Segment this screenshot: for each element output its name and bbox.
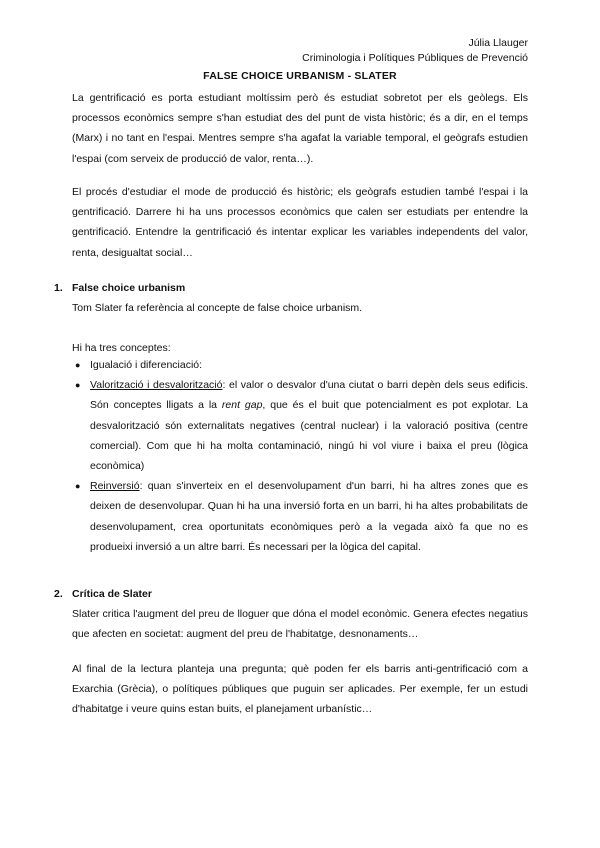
section-2-heading <box>54 588 152 600</box>
bullet-text: Igualació i diferenciació: <box>90 359 203 371</box>
section-2-paragraph-1: Slater critica l'augment del preu de lloguer que dóna el model econòmic. Genera efectes negatius que afecten en societat: augment del preu de l'habitatge, desnonaments… <box>72 608 528 641</box>
intro-paragraph-1: La gentrificació es porta estudiant moltíssim però és estudiat sobretot per els geòlegs. Els processos econòmics sempre s'han estudiat des del punt de vista històric; és a dir, en el temps (Marx) i no tant en l'espai. Mentres sempre s'ha agafat la variable temporal, el geògrafs estudien l'espai (com serveix de producció de valor, renta…). <box>72 92 528 165</box>
section-1-paragraph-2: Hi ha tres conceptes: <box>72 342 171 354</box>
section-1-heading <box>54 282 185 294</box>
course-name: Criminologia i Polítiques Públiques de Prevenció <box>302 52 528 64</box>
section-2-paragraph-2: Al final de la lectura planteja una pregunta; què poden fer els barris anti-gentrificació com a Exarchia (Grècia), o polítiques públiques que puguin ser aplicades. Per exemple, fer un estudi d'habitatge i veure quins estan buits, el planejament urbanístic… <box>72 663 528 716</box>
document-title: FALSE CHOICE URBANISM - SLATER <box>203 70 397 82</box>
section-1-title: False choice urbanism <box>72 282 186 294</box>
bullet-icon: ● <box>75 360 81 370</box>
author-name: Júlia Llauger <box>468 37 528 49</box>
bullet-term: Valorització i desvalorització <box>90 379 223 392</box>
bullet-emphasis: rent gap <box>221 399 263 412</box>
bullet-text: : quan s'inverteix en el desenvolupament d'un barri, hi ha altres zones que es deixen de desenvolupar. Quan hi ha una inversió forta en un barri, hi ha altes probabilitats de desenvolupament, crea oportunitats econòmiques però a la vegada això fa que no es produeixi inversió a un altre barri. És necessari per la lògica del capital. <box>90 480 528 553</box>
bullet-text: , que és el buit que potencialment es pot explotar. La desvalorització són externalitats negatives (central nuclear) i la valoració positiva (centre comercial). Com que hi ha molta contaminació, ningú hi vol viure i baixa el preu (lògica econòmica) <box>90 399 528 473</box>
list-item <box>75 476 528 557</box>
bullet-icon: ● <box>75 380 81 391</box>
bullet-term: Reinversió <box>90 480 140 493</box>
concepts-list <box>75 355 528 557</box>
bullet-icon: ● <box>75 481 81 492</box>
bullet-text: : el valor o desvalor d'una ciutat o barri depèn dels seus edificis. Són conceptes lligats a la <box>90 379 528 412</box>
section-2-title: Crítica de Slater <box>72 588 152 600</box>
list-item <box>75 375 528 476</box>
list-item <box>75 355 528 375</box>
section-2-number: 2. <box>54 588 63 600</box>
document-header <box>302 36 528 66</box>
section-1-number: 1. <box>54 282 63 294</box>
section-1-paragraph-1: Tom Slater fa referència al concepte de false choice urbanism. <box>72 302 363 314</box>
intro-paragraph-2: El procés d'estudiar el mode de producció és històric; els geògrafs estudien també l'espai i la gentrificació. Darrere hi ha uns processos econòmics que calen ser estudiats per entendre la gentrificació. Entendre la gentrificació és intentar explicar les variables independents del valor, renta, desigualtat social… <box>72 186 528 259</box>
